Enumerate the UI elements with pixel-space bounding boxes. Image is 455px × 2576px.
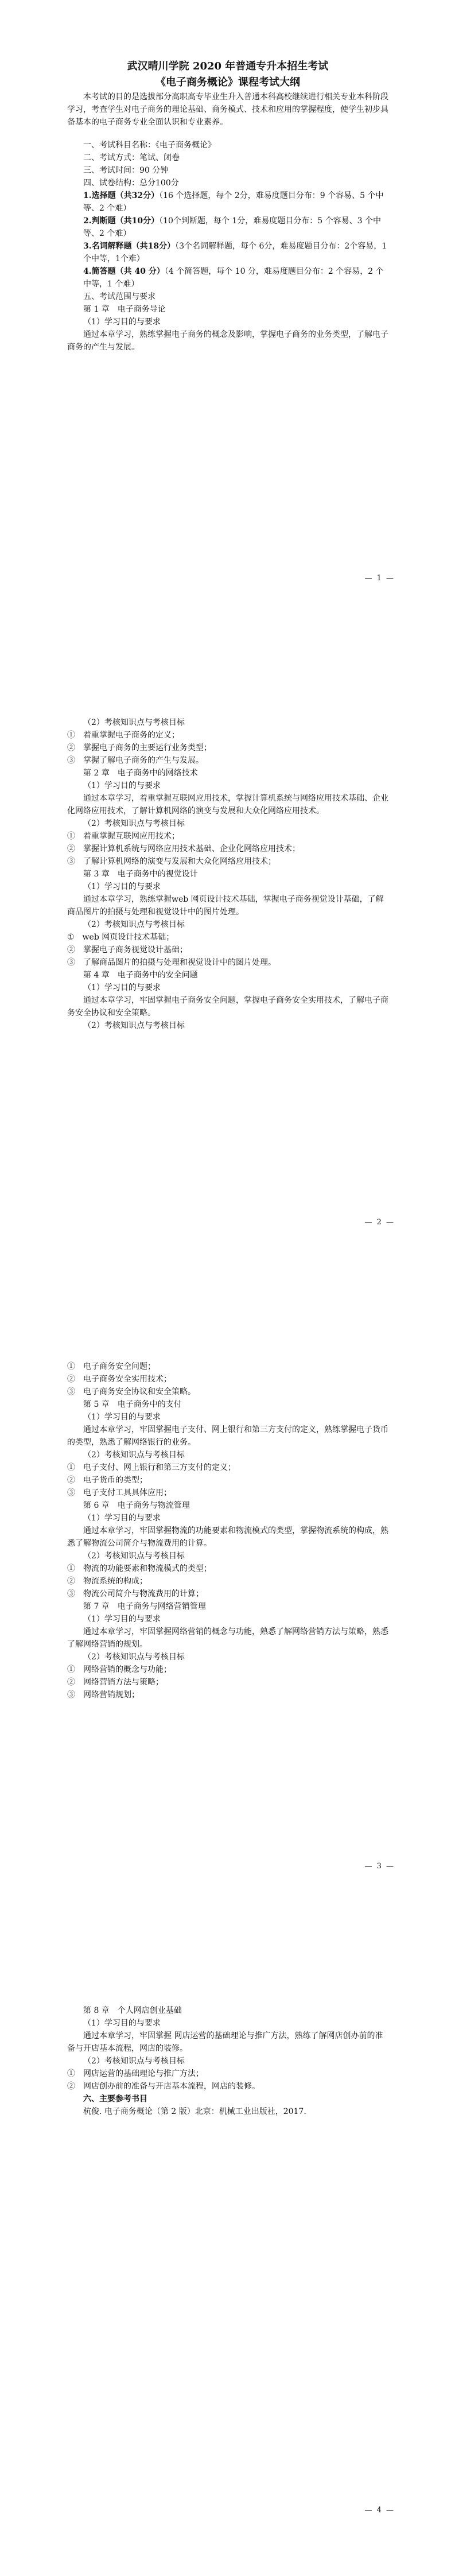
chapter-7-title: 第 7 章 电子商务与网络营销管理 bbox=[83, 1602, 206, 1611]
chapter-2-goal-heading: （1）学习目的与要求 bbox=[83, 781, 161, 790]
page-1 bbox=[0, 0, 455, 644]
structure-item-1-body: （16 个选择题，每个 2分，难易度题目分布：9 个容易、5 个中等、2 个难） bbox=[83, 191, 384, 213]
list-item: ① 着重掌握互联网应用技术； bbox=[67, 832, 180, 841]
structure-item-3-body: （3个名词解释题，每个 6分，难易度题目分布：2个容易，1个中等，1个难） bbox=[83, 242, 387, 263]
list-item: ③ 了解商品图片的拍摄与处理和视觉设计中的图片处理。 bbox=[67, 958, 276, 967]
list-item: ① 着重掌握电子商务的定义； bbox=[67, 731, 180, 740]
list-item: ② 掌握电子商务视觉设计基础； bbox=[67, 945, 188, 955]
page-4-content bbox=[67, 2004, 388, 2118]
page-2-content bbox=[67, 716, 388, 1032]
chapter-6-goal-text: 通过本章学习，牢固掌握物流的功能要素和物流模式的类型，掌握物流系统的构成，熟悉了解物流公司简介与物流费用的计算。 bbox=[67, 1526, 388, 1548]
chapter-1-goal-text: 通过本章学习，熟练掌握电子商务的概念及影响，掌握电子商务的业务类型，了解电子商务的产生与发展。 bbox=[67, 330, 388, 352]
structure-item-2 bbox=[67, 215, 388, 240]
chapter-4-title: 第 4 章 电子商务中的安全问题 bbox=[83, 971, 198, 980]
structure-item-3 bbox=[67, 240, 388, 265]
chapter-4-goal-text: 通过本章学习，牢固掌握电子商务安全问题，掌握电子商务安全实用技术，了解电子商务安全协议和安全策略。 bbox=[67, 996, 388, 1018]
list-item: ① 网络营销的概念与功能； bbox=[67, 1665, 172, 1674]
chapter-5-goal-heading: （1）学习目的与要求 bbox=[83, 1413, 161, 1422]
structure-item-1 bbox=[67, 189, 388, 215]
list-item: ② 电子货币的类型； bbox=[67, 1476, 147, 1485]
structure-item-1-head: 1.选择题（共32分） bbox=[83, 191, 160, 200]
section-5-heading: 五、考试范围与要求 bbox=[83, 292, 155, 301]
document-title: 武汉晴川学院 2020 年普通专升本招生考试 bbox=[127, 60, 329, 72]
info-structure: 四、试卷结构：总分100分 bbox=[83, 179, 179, 188]
structure-item-4 bbox=[67, 265, 388, 290]
info-subject: 一、考试科目名称：《电子商务概论》 bbox=[83, 141, 216, 150]
list-item: ② 电子商务安全实用技术； bbox=[67, 1375, 172, 1384]
chapter-8-assess-heading: （2）考核知识点与考核目标 bbox=[83, 2057, 185, 2066]
list-item: ① 电子商务安全问题； bbox=[67, 1362, 155, 1371]
list-item: ③ 网络营销规划； bbox=[67, 1690, 139, 1700]
chapter-3-goal-text: 通过本章学习，熟练掌握web 网页设计技术基础，掌握电子商务视觉设计基础，了解商品图片的拍摄与处理和视觉设计中的图片处理。 bbox=[67, 895, 384, 917]
page-number-4: — 4 — bbox=[364, 2506, 395, 2515]
chapter-2-goal-text: 通过本章学习，着重掌握互联网应用技术，掌握计算机系统与网络应用技术基础、企业化网络应用技术，了解计算机网络的演变与发展和大众化网络应用技术。 bbox=[67, 794, 388, 816]
structure-item-2-body: （10个判断题，每个 1分，难易度题目分布：5 个容易、3 个中等、2 个难） bbox=[83, 216, 381, 238]
list-item: ③ 掌握了解电子商务的产生与发展。 bbox=[67, 756, 204, 765]
chapter-6-title: 第 6 章 电子商务与物流管理 bbox=[83, 1501, 190, 1510]
page-4 bbox=[0, 1932, 455, 2576]
chapter-1-title: 第 1 章 电子商务导论 bbox=[83, 305, 166, 314]
list-item: ② 掌握电子商务的主要运行业务类型； bbox=[67, 743, 212, 752]
list-item: ② 掌握计算机系统与网络应用技术基础、企业化网络应用技术； bbox=[67, 844, 300, 854]
structure-item-4-body: （4 个简答题，每个 10 分，难易度题目分布：2 个容易，2 个中等，1 个难） bbox=[83, 267, 384, 289]
structure-item-3-head: 3.名词解释题（共18分） bbox=[83, 242, 176, 251]
list-item: ③ 物流公司简介与物流费用的计算； bbox=[67, 1589, 204, 1599]
chapter-6-goal-heading: （1）学习目的与要求 bbox=[83, 1514, 161, 1523]
structure-item-2-head: 2.判断题（共10分） bbox=[83, 216, 160, 226]
chapter-5-goal-text: 通过本章学习，牢固掌握电子支付、网上银行和第三方支付的定义，熟练掌握电子货币的类型，熟悉了解网络银行的业务。 bbox=[67, 1425, 388, 1447]
chapter-3-assess-heading: （2）考核知识点与考核目标 bbox=[83, 920, 185, 929]
chapter-2-assess-heading: （2）考核知识点与考核目标 bbox=[83, 819, 185, 828]
chapter-1-goal-heading: （1）学习目的与要求 bbox=[83, 317, 161, 327]
document-subtitle: 《电子商务概论》课程考试大纲 bbox=[155, 76, 300, 88]
chapter-1-assess-heading: （2）考核知识点与考核目标 bbox=[83, 718, 185, 727]
chapter-8-goal-text: 通过本章学习，牢固掌握 网店运营的基础理论与推广方法，熟练了解网店创办前的准备与开店基本流程，网店的装修。 bbox=[67, 2031, 383, 2053]
list-item: ② 网络营销方法与策略； bbox=[67, 1678, 164, 1687]
chapter-4-assess-heading: （2）考核知识点与考核目标 bbox=[83, 1021, 185, 1030]
page-number-1: — 1 — bbox=[364, 574, 395, 583]
list-item: ② 网店创办前的准备与开店基本流程，网店的装修。 bbox=[67, 2082, 260, 2091]
list-item: ③ 了解计算机网络的演变与发展和大众化网络应用技术； bbox=[67, 857, 276, 866]
chapter-3-title: 第 3 章 电子商务中的视觉设计 bbox=[83, 870, 198, 879]
list-item: ③ 电子支付工具具体应用； bbox=[67, 1488, 172, 1498]
chapter-4-goal-heading: （1）学习目的与要求 bbox=[83, 983, 161, 992]
list-item: ② 物流系统的构成； bbox=[67, 1577, 147, 1586]
list-item: ① 物流的功能要素和物流模式的类型； bbox=[67, 1564, 212, 1573]
chapter-8-title: 第 8 章 个人网店创业基础 bbox=[83, 2006, 182, 2015]
structure-item-4-head: 4.简答题（共 40 分） bbox=[83, 267, 165, 276]
page-number-3: — 3 — bbox=[364, 1862, 395, 1871]
chapter-5-assess-heading: （2）考核知识点与考核目标 bbox=[83, 1450, 185, 1460]
chapter-7-goal-text: 通过本章学习，牢固掌握网络营销的概念与功能，熟悉了解网络营销方法与策略，熟悉了解网络营销的规划。 bbox=[67, 1627, 388, 1649]
chapter-5-title: 第 5 章 电子商务中的支付 bbox=[83, 1400, 182, 1409]
reference-entry: 杭俊. 电子商务概论（第 2 版）北京：机械工业出版社，2017. bbox=[83, 2107, 306, 2116]
page-3-content bbox=[67, 1360, 388, 1701]
chapter-2-title: 第 2 章 电子商务中的网络技术 bbox=[83, 769, 198, 778]
list-item: ③ 电子商务安全协议和安全策略。 bbox=[67, 1387, 196, 1396]
list-item: ① 电子支付、网上银行和第三方支付的定义； bbox=[67, 1463, 236, 1472]
chapter-7-goal-heading: （1）学习目的与要求 bbox=[83, 1615, 161, 1624]
list-item: ① web 网页设计技术基础； bbox=[67, 933, 174, 942]
intro-paragraph: 本考试的目的是选拔部分高职高专毕业生升入普通本科高校继续进行相关专业本科阶段学习，考查学生对电子商务的理论基础、商务模式、技术和应用的掌握程度，使学生初步具备基本的电子商务专业全面认识和专业素养。 bbox=[67, 92, 388, 127]
page-1-content bbox=[67, 59, 388, 354]
section-6-heading: 六、主要参考书目 bbox=[83, 2094, 147, 2104]
page-3 bbox=[0, 1288, 455, 1932]
page-number-2: — 2 — bbox=[364, 1218, 395, 1227]
chapter-7-assess-heading: （2）考核知识点与考核目标 bbox=[83, 1652, 185, 1662]
info-method: 二、考试方式：笔试、闭卷 bbox=[83, 153, 180, 162]
chapter-8-goal-heading: （1）学习目的与要求 bbox=[83, 2019, 161, 2028]
list-item: ① 网店运营的基础理论与推广方法； bbox=[67, 2069, 204, 2078]
info-time: 三、考试时间：90 分钟 bbox=[83, 166, 169, 175]
page-2 bbox=[0, 644, 455, 1288]
chapter-3-goal-heading: （1）学习目的与要求 bbox=[83, 882, 161, 891]
chapter-6-assess-heading: （2）考核知识点与考核目标 bbox=[83, 1551, 185, 1561]
